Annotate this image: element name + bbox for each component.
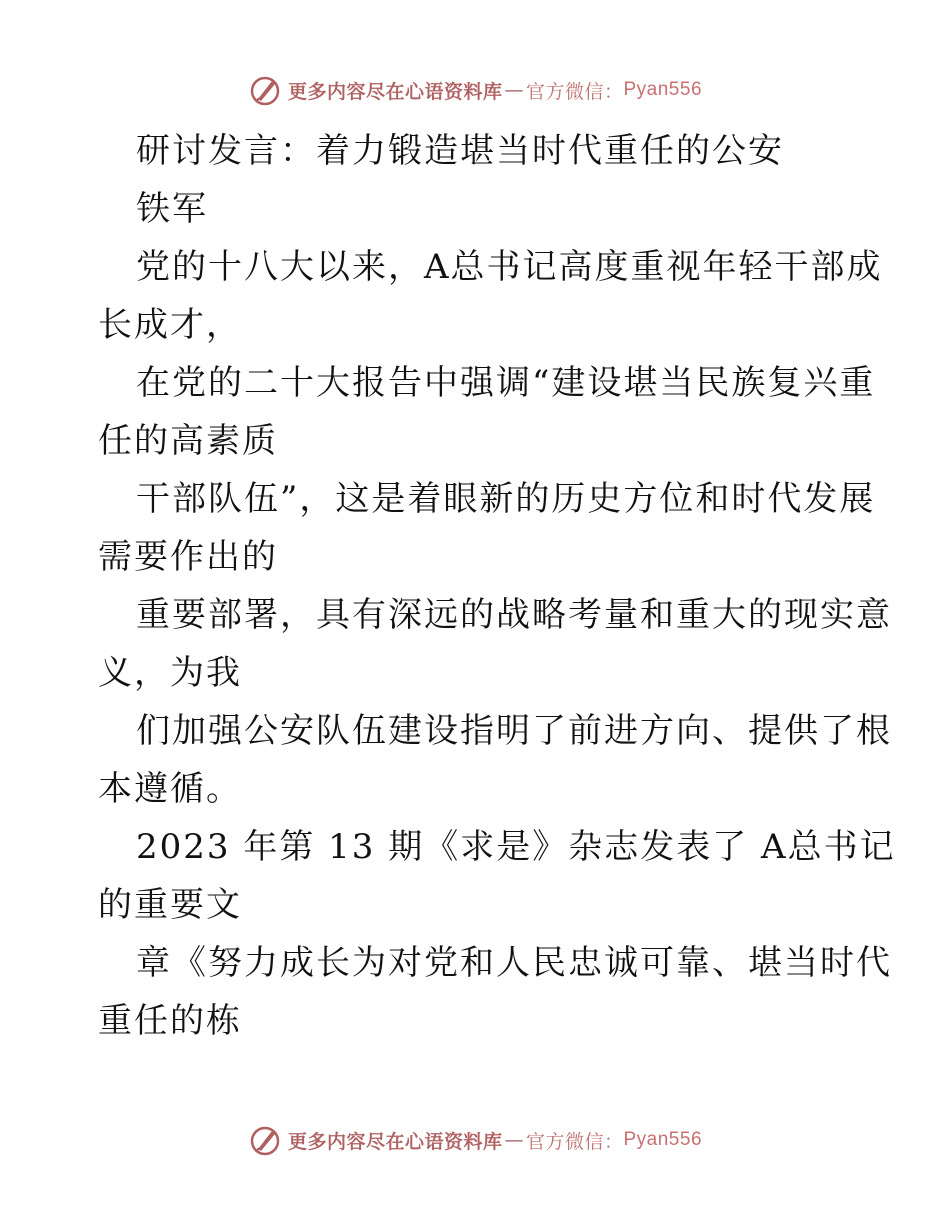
paragraph-line: 任的高素质 [98,421,278,461]
site-name: 更多内容尽在心语资料库 [287,1130,503,1153]
title-line-2: 铁军 [136,189,208,229]
paragraph-line: 在党的二十大报告中强调“建设堪当民族复兴重 [136,363,876,403]
separator-dash: — [504,79,524,101]
paragraph-line: 重要部署，具有深远的战略考量和重大的现实意 [136,595,892,635]
paragraph-line: 的重要文 [98,885,242,925]
quill-pen-icon [248,73,282,107]
wechat-id: Pyan556 [623,1129,703,1150]
wechat-id: Pyan556 [623,79,703,100]
official-wechat-label: 官方微信： [525,1130,624,1153]
site-name: 更多内容尽在心语资料库 [287,80,503,103]
paragraph-line: 党的十八大以来，A总书记高度重视年轻干部成 [136,247,883,287]
paragraph-line: 干部队伍”，这是着眼新的历史方位和时代发展 [136,479,876,519]
paragraph-line: 义，为我 [98,653,242,693]
paragraph-line: 重任的栋 [98,1001,242,1041]
quill-pen-icon [248,1123,282,1157]
document-body [98,122,896,1050]
paragraph-line: 章《努力成长为对党和人民忠诚可靠、堪当时代 [136,943,892,983]
paragraph-line: 需要作出的 [98,537,278,577]
footer-banner [0,1120,950,1160]
paragraph-line: 长成才， [98,305,242,345]
separator-dash: — [504,1129,524,1151]
paragraph-line: 们加强公安队伍建设指明了前进方向、提供了根 [136,711,892,751]
official-wechat-label: 官方微信： [525,80,624,103]
paragraph-line: 本遵循。 [98,769,242,809]
paragraph-line: 2023 年第 13 期《求是》杂志发表了 A总书记 [136,827,896,867]
title-line-1: 研讨发言：着力锻造堪当时代重任的公安 [136,131,784,171]
header-banner [0,70,950,110]
